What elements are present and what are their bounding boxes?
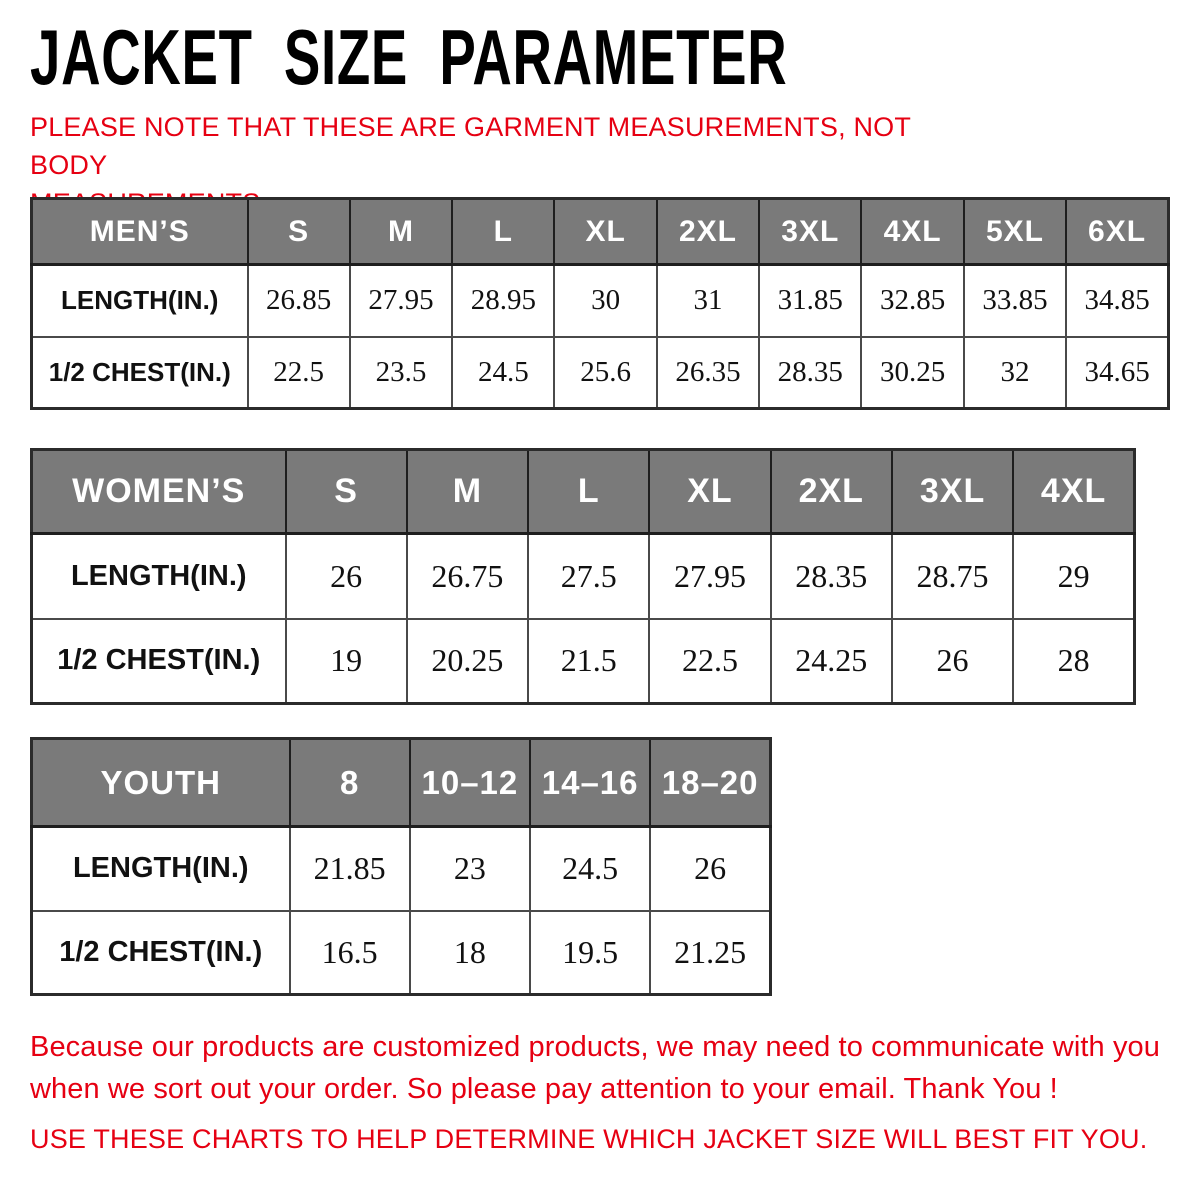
size-value-cell: 24.5 — [452, 337, 554, 409]
size-value-cell: 32 — [964, 337, 1066, 409]
size-column-header: XL — [649, 450, 770, 534]
size-value-cell: 23.5 — [350, 337, 452, 409]
size-value-cell: 26.75 — [407, 534, 528, 619]
row-label-cell: LENGTH(IN.) — [32, 265, 248, 337]
size-value-cell: 28.35 — [759, 337, 861, 409]
size-column-header: 14–16 — [530, 739, 650, 827]
customization-note — [30, 1026, 1180, 1110]
size-value-cell: 24.5 — [530, 827, 650, 911]
table-title-cell: WOMEN’S — [32, 450, 286, 534]
measurement-row — [32, 265, 1169, 337]
size-value-cell: 19 — [286, 619, 407, 704]
size-column-header: 10–12 — [410, 739, 530, 827]
garment-note-line-1: PLEASE NOTE THAT THESE ARE GARMENT MEASUREMENTS, NOT BODY — [30, 112, 911, 180]
customization-note-line-2: when we sort out your order. So please pay attention to your email. Thank You ! — [30, 1073, 1058, 1105]
customization-note-line-1: Because our products are customized products, we may need to communicate with you — [30, 1031, 1160, 1063]
size-column-header: 8 — [290, 739, 410, 827]
row-label-cell: LENGTH(IN.) — [32, 827, 290, 911]
size-column-header: 18–20 — [650, 739, 770, 827]
size-column-header: S — [286, 450, 407, 534]
size-value-cell: 23 — [410, 827, 530, 911]
size-value-cell: 29 — [1013, 534, 1134, 619]
size-column-header: 3XL — [759, 199, 861, 265]
chart-usage-note: USE THESE CHARTS TO HELP DETERMINE WHICH JACKET SIZE WILL BEST FIT YOU. — [30, 1124, 1148, 1154]
size-value-cell: 34.65 — [1066, 337, 1168, 409]
size-value-cell: 28.95 — [452, 265, 554, 337]
size-value-cell: 16.5 — [290, 911, 410, 995]
size-value-cell: 19.5 — [530, 911, 650, 995]
size-column-header: 4XL — [1013, 450, 1134, 534]
size-column-header: 4XL — [861, 199, 963, 265]
womens-size-table — [30, 448, 1136, 705]
size-header-row — [32, 739, 771, 827]
size-value-cell: 31 — [657, 265, 759, 337]
size-column-header: 2XL — [657, 199, 759, 265]
size-value-cell: 26.35 — [657, 337, 759, 409]
size-value-cell: 26 — [892, 619, 1013, 704]
size-value-cell: 28 — [1013, 619, 1134, 704]
row-label-cell: 1/2 CHEST(IN.) — [32, 911, 290, 995]
row-label-cell: 1/2 CHEST(IN.) — [32, 337, 248, 409]
mens-size-table — [30, 197, 1170, 410]
measurement-row — [32, 619, 1135, 704]
size-column-header: L — [528, 450, 649, 534]
size-value-cell: 21.5 — [528, 619, 649, 704]
size-column-header: 6XL — [1066, 199, 1168, 265]
size-value-cell: 26 — [650, 827, 770, 911]
size-value-cell: 33.85 — [964, 265, 1066, 337]
size-column-header: M — [407, 450, 528, 534]
size-column-header: 5XL — [964, 199, 1066, 265]
size-column-header: L — [452, 199, 554, 265]
page-title: JACKET SIZE PARAMETER — [30, 13, 788, 101]
size-value-cell: 27.95 — [649, 534, 770, 619]
size-column-header: XL — [554, 199, 656, 265]
measurement-row — [32, 534, 1135, 619]
size-column-header: S — [248, 199, 350, 265]
row-label-cell: 1/2 CHEST(IN.) — [32, 619, 286, 704]
size-value-cell: 30 — [554, 265, 656, 337]
size-value-cell: 21.25 — [650, 911, 770, 995]
size-value-cell: 27.5 — [528, 534, 649, 619]
measurement-row — [32, 911, 771, 995]
size-value-cell: 18 — [410, 911, 530, 995]
measurement-row — [32, 827, 771, 911]
size-value-cell: 22.5 — [649, 619, 770, 704]
size-column-header: M — [350, 199, 452, 265]
size-value-cell: 22.5 — [248, 337, 350, 409]
size-column-header: 3XL — [892, 450, 1013, 534]
measurement-row — [32, 337, 1169, 409]
size-value-cell: 30.25 — [861, 337, 963, 409]
size-value-cell: 25.6 — [554, 337, 656, 409]
size-value-cell: 26 — [286, 534, 407, 619]
size-header-row — [32, 199, 1169, 265]
size-value-cell: 28.35 — [771, 534, 892, 619]
size-value-cell: 34.85 — [1066, 265, 1168, 337]
size-header-row — [32, 450, 1135, 534]
size-value-cell: 28.75 — [892, 534, 1013, 619]
table-title-cell: MEN’S — [32, 199, 248, 265]
size-value-cell: 26.85 — [248, 265, 350, 337]
size-value-cell: 21.85 — [290, 827, 410, 911]
size-value-cell: 32.85 — [861, 265, 963, 337]
youth-size-table — [30, 737, 772, 996]
size-value-cell: 20.25 — [407, 619, 528, 704]
table-title-cell: YOUTH — [32, 739, 290, 827]
size-value-cell: 27.95 — [350, 265, 452, 337]
row-label-cell: LENGTH(IN.) — [32, 534, 286, 619]
size-value-cell: 31.85 — [759, 265, 861, 337]
size-value-cell: 24.25 — [771, 619, 892, 704]
size-column-header: 2XL — [771, 450, 892, 534]
